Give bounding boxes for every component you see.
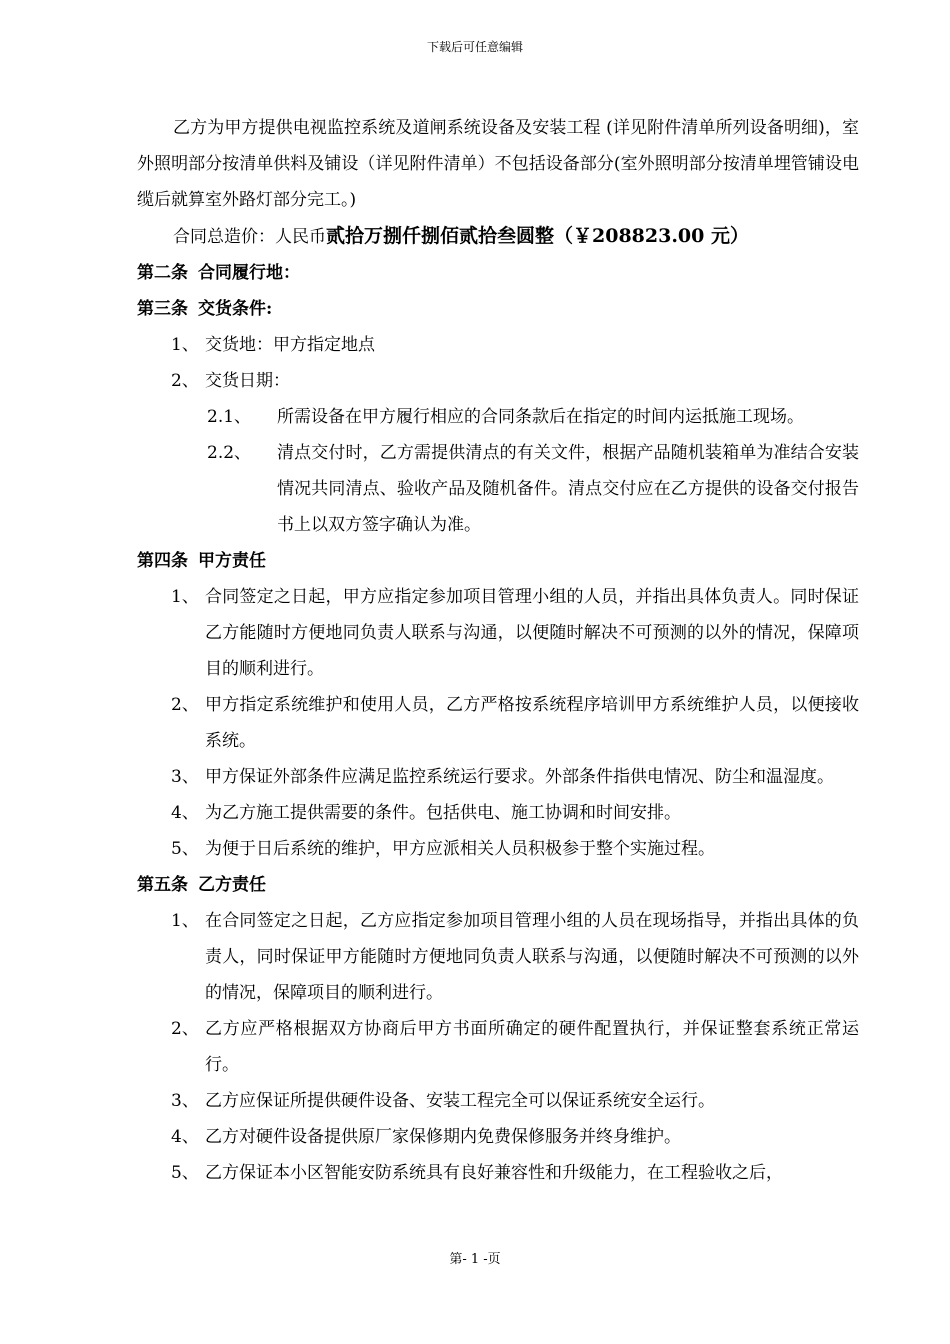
list-item: 2、 甲方指定系统维护和使用人员，乙方严格按系统程序培训甲方系统维护人员，以便接收系统。 [171,695,859,751]
list-item: 2、 交货日期： [171,371,290,391]
intro-paragraph: 乙方为甲方提供电视监控系统及道闸系统设备及安装工程 (详见附件清单所列设备明细)，室外照明部分按清单供料及铺设（详见附件清单）不包括设备部分(室外照明部分按清单埋管铺设电缆后就算室外路灯部分完工。) [137,118,859,210]
article-4-heading: 第四条 甲方责任 [137,551,266,571]
article-3-heading: 第三条 交货条件: [137,299,273,319]
list-item: 1、 在合同签定之日起，乙方应指定参加项目管理小组的人员在现场指导，并指出具体的负责人，同时保证甲方能随时方便地同负责人联系与沟通，以便随时解决不可预测的以外的情况，保障项目的顺利进行。 [171,911,859,1003]
document-body [137,110,859,1191]
sub-list-item: 2.2、 清点交付时，乙方需提供清点的有关文件，根据产品随机装箱单为准结合安装情况共同清点、验收产品及随机备件。清点交付应在乙方提供的设备交付报告书上以双方签字确认为准。 [207,443,859,535]
list-item: 2、 乙方应严格根据双方协商后甲方书面所确定的硬件配置执行，并保证整套系统正常运行。 [171,1019,859,1075]
list-item: 5、 为便于日后系统的维护，甲方应派相关人员积极参于整个实施过程。 [171,839,715,859]
page-header: 下载后可任意编辑 [426,40,523,54]
sub-list-item: 2.1、 所需设备在甲方履行相应的合同条款后在指定的时间内运抵施工现场。 [207,407,804,427]
list-item: 4、 为乙方施工提供需要的条件。包括供电、施工协调和时间安排。 [171,803,681,823]
article-2-heading: 第二条 合同履行地： [137,263,300,283]
price-label: 合同总造价：人民币 [173,227,326,247]
contract-price [137,218,859,255]
list-item: 3、 甲方保证外部条件应满足监控系统运行要求。外部条件指供电情况、防尘和温湿度。 [171,767,834,787]
list-item: 1、 交货地：甲方指定地点 [171,335,375,355]
article-5-heading: 第五条 乙方责任 [137,875,266,895]
page-footer: 第- 1 -页 [449,1252,501,1267]
list-item: 1、 合同签定之日起，甲方应指定参加项目管理小组的人员，并指出具体负责人。同时保证乙方能随时方便地同负责人联系与沟通，以便随时解决不可预测的以外的情况，保障项目的顺利进行。 [171,587,859,679]
list-item: 3、 乙方应保证所提供硬件设备、安装工程完全可以保证系统安全运行。 [171,1091,715,1111]
price-amount: 贰拾万捌仟捌佰贰拾叁圆整（￥208823.00 元） [326,225,749,247]
list-item: 4、 乙方对硬件设备提供原厂家保修期内免费保修服务并终身维护。 [171,1127,681,1147]
list-item: 5、 乙方保证本小区智能安防系统具有良好兼容性和升级能力，在工程验收之后， [171,1163,783,1183]
